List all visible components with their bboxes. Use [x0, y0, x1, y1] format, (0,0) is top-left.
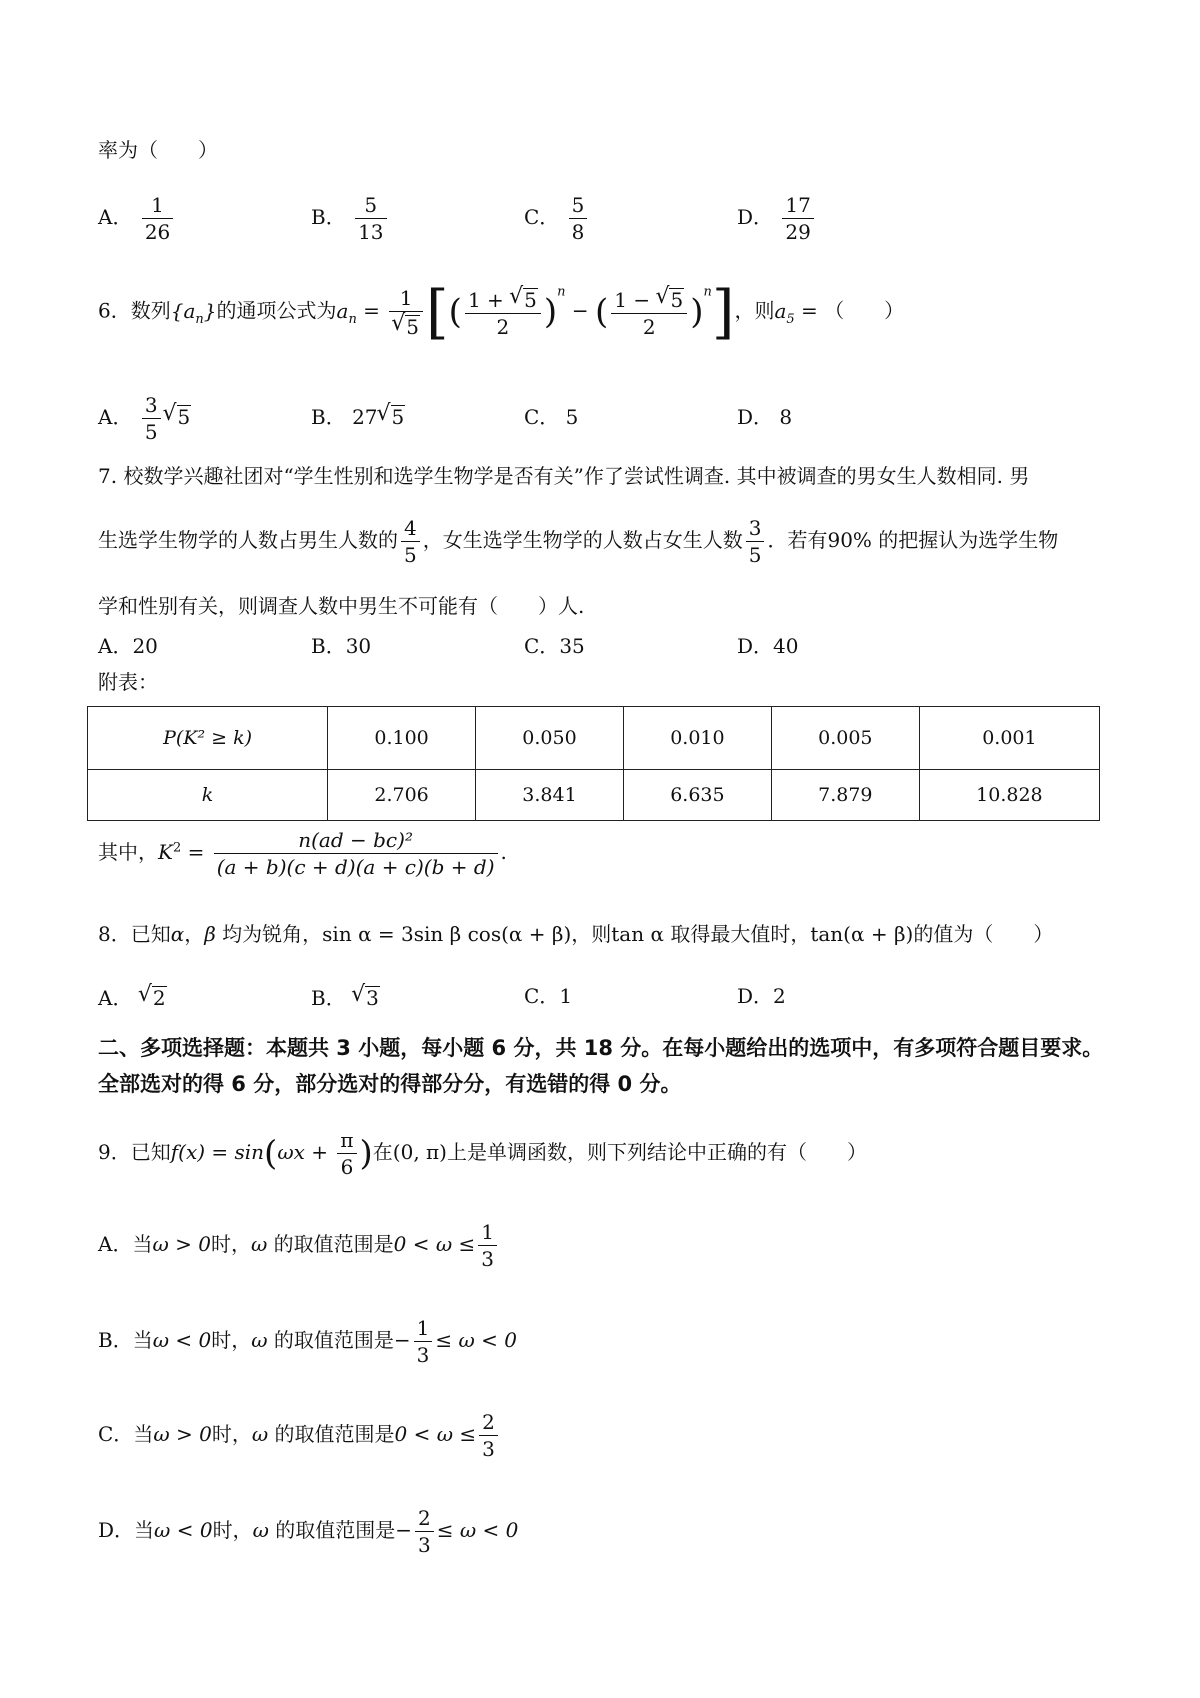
option-value: 5 [565, 405, 579, 429]
q8-beta: β [204, 922, 216, 946]
fraction [746, 518, 765, 565]
q8-tan: tan α [611, 922, 664, 946]
sqrt: √ 5 [164, 405, 192, 427]
q8-text: 的值为（ ） [913, 922, 1054, 946]
appendix-label: 附表： [98, 670, 158, 694]
q5-option-d [737, 195, 817, 242]
fraction-numerator: 5 [355, 195, 386, 219]
fraction-numerator: 3 [746, 518, 765, 542]
q6-text-mid: 的通项公式为 [216, 298, 337, 323]
q8-option-d [737, 986, 786, 1006]
q5-options [98, 195, 1098, 255]
table-row [88, 770, 1100, 821]
fraction: 1 √ 5 [389, 288, 423, 337]
option-value: 30 [345, 634, 372, 658]
option-label: A． [98, 1232, 133, 1256]
fraction: $\frac{1}{3}$ [478, 1222, 497, 1269]
q6-text-after: ，则 [734, 298, 775, 323]
fraction [401, 518, 420, 565]
q8-option-a [98, 986, 167, 1008]
q9-argument: ωx + [277, 1140, 329, 1164]
option-label: B． [311, 205, 346, 229]
question-number: 6． [98, 298, 131, 323]
table-cell: 0.005 [771, 707, 919, 770]
fraction: $\frac{2}{3}$ [479, 1412, 498, 1459]
fraction-numerator: 5 [569, 195, 588, 219]
table-cell: 0.100 [328, 707, 476, 770]
table-cell: 3.841 [476, 770, 624, 821]
fraction-denominator: 13 [358, 220, 384, 244]
q5-option-c [524, 195, 590, 242]
option-value: 27 [352, 405, 378, 429]
option-label: B． [311, 405, 346, 429]
q6-an: $a_n$ [336, 298, 357, 327]
fraction-numerator: π [337, 1130, 356, 1154]
option-label: A． [98, 405, 133, 429]
q6-stem: 6．数列$\{a_n\}$的通项公式为$a_n$ = 1 √ 5 [( $\frac{1 + √ 5}{2}$ )$^n$ − ( $\frac{1 - √ 5}{2}$ )$^n$]，则$a_5$ = （ ） [98, 283, 904, 341]
q9-interval: (0, π) [392, 1140, 447, 1164]
q9-option-a: A．当ω > 0时，ω 的取值范围是0 < ω ≤ $\frac{1}{3}$ [98, 1222, 500, 1269]
table-header-cell: k [88, 770, 328, 821]
table-cell: 7.879 [771, 770, 919, 821]
q7-option-b [311, 636, 371, 656]
section-heading: 二、多项选择题：本题共 3 小题，每小题 6 分，共 18 分。在每小题给出的选项中，有多项符合题目要求。全部选对的得 6 分，部分选对的得部分分，有选错的得 0 分。 [98, 1036, 1104, 1096]
question-number: 9． [98, 1140, 131, 1164]
fraction-numerator: 4 [401, 518, 420, 542]
option-label: D． [737, 405, 774, 429]
fraction-numerator: 1 [142, 195, 173, 219]
fraction: $\frac{1}{3}$ [414, 1318, 433, 1365]
formula-prefix: 其中， [98, 840, 158, 864]
question-number: 8． [98, 922, 131, 946]
option-label: C． [524, 205, 560, 229]
option-label: A． [98, 205, 133, 229]
q9-option-d: D．当ω < 0时，ω 的取值范围是− $\frac{2}{3}$ ≤ ω < 0 [98, 1506, 519, 1557]
fraction-denominator: 5 [748, 543, 762, 567]
fraction [782, 195, 813, 242]
q7-text: ．若有 [767, 528, 828, 552]
option-value: 2 [773, 984, 786, 1008]
q6-option-a [98, 395, 191, 442]
q8-options [98, 986, 1098, 1016]
q5-option-a [98, 195, 176, 242]
q8-option-b [311, 986, 380, 1008]
fraction-numerator: n(ad − bc)² [214, 830, 498, 854]
q6-option-b [311, 405, 405, 427]
table-cell: 10.828 [919, 770, 1099, 821]
q6-text: 数列 [130, 298, 171, 323]
fraction: $\frac{2}{3}$ [415, 1508, 434, 1555]
table-row [88, 707, 1100, 770]
option-label: D． [737, 634, 774, 658]
q8-comma: ， [184, 922, 205, 946]
fraction-denominator: 5 [404, 543, 417, 567]
q8-text: 取得最大值时， [670, 922, 811, 946]
option-label: C． [98, 1422, 134, 1446]
q8-text: ，则 [571, 922, 612, 946]
q8-text: 已知 [130, 922, 171, 946]
fraction: $\frac{1 - √ 5}{2}$ [611, 288, 687, 337]
option-label: A． [98, 986, 133, 1010]
q9-stem: 9．已知f(x) = sin(ωx + $\frac{\pi}{6}$ )在(0, π)上是单调函数，则下列结论中正确的有（ ） [98, 1128, 867, 1179]
fraction [142, 395, 161, 442]
q7-text: 生选学生物学的人数占男生人数的 [98, 528, 398, 552]
fraction-denominator: 5 [144, 420, 158, 444]
q7-line-3: 学和性别有关，则调查人数中男生不可能有（ ）人. [98, 594, 585, 618]
answer-blank: （ ） [824, 298, 905, 323]
option-label: C． [524, 634, 560, 658]
fraction-numerator: 17 [782, 195, 813, 219]
q7-options [98, 636, 1098, 660]
sqrt: √ 2 [139, 986, 167, 1008]
q8-option-c [524, 986, 572, 1006]
q9-option-c: C．当ω > 0时，ω 的取值范围是0 < ω ≤ $\frac{2}{3}$ [98, 1412, 501, 1459]
option-label: D． [98, 1518, 135, 1542]
fraction-denominator: 26 [144, 220, 171, 244]
table-cell: 0.010 [623, 707, 771, 770]
option-value: 40 [773, 634, 799, 658]
q8-equation: sin α = 3sin β cos(α + β) [322, 922, 572, 946]
q8-tan-sum: tan(α + β) [810, 922, 914, 946]
fraction-numerator: 3 [142, 395, 161, 419]
q6-options [98, 395, 1098, 445]
q7-option-d [737, 636, 799, 656]
option-label: C． [524, 984, 560, 1008]
q9-text: 上是单调函数，则下列结论中正确的有（ ） [447, 1140, 867, 1164]
fraction [337, 1130, 356, 1177]
option-value: 35 [559, 634, 585, 658]
fraction [214, 830, 498, 877]
q8-stem [98, 924, 1053, 944]
q9-text: 已知 [130, 1140, 171, 1164]
q5-stem-tail: 率为（ ） [98, 138, 218, 162]
option-label: D． [737, 984, 774, 1008]
q7-percent: 90% [827, 528, 872, 552]
q9-function: f(x) = sin [170, 1140, 265, 1164]
sqrt: √ 5 [378, 405, 406, 427]
fraction-denominator: 29 [785, 220, 811, 244]
option-label: A． [98, 634, 133, 658]
q6-a5: $a_5$ [774, 298, 795, 327]
q5-option-b [311, 195, 390, 242]
q7-text: 的把握认为选学生物 [878, 528, 1059, 552]
k-squared-formula: 其中，$K^2$ = $\frac{\text{n(ad − bc)²}}{(a + b)(c + d)(a + c)(b + d)}$ . [98, 828, 507, 879]
critical-value-table [87, 706, 1100, 821]
fraction [355, 195, 386, 242]
fraction-denominator: (a + b)(c + d)(a + c)(b + d) [216, 855, 495, 879]
option-label: B． [311, 634, 346, 658]
table-cell: 2.706 [328, 770, 476, 821]
option-label: D． [737, 205, 774, 229]
fraction [142, 195, 173, 242]
option-label: C． [524, 405, 560, 429]
table-cell: 0.001 [919, 707, 1099, 770]
q8-text: 均为锐角， [222, 922, 323, 946]
fraction [569, 195, 588, 242]
sqrt: √ 3 [352, 986, 380, 1008]
option-value: 20 [132, 634, 158, 658]
q7-option-a [98, 636, 158, 656]
option-value: 8 [779, 405, 793, 429]
q7-option-c [524, 636, 585, 656]
fraction: $\frac{1 + √ 5}{2}$ [465, 288, 541, 337]
q6-option-d [737, 407, 792, 427]
q9-text: 在 [372, 1140, 393, 1164]
option-label: B． [98, 1328, 133, 1352]
q7-line-1: 7. 校数学兴趣社团对“学生性别和选学生物学是否有关”作了尝试性调查. 其中被调查的男女生人数相同. 男 [98, 464, 1030, 488]
q6-option-c [524, 407, 578, 427]
fraction-denominator: 6 [340, 1155, 354, 1179]
q8-alpha: α [170, 922, 185, 946]
q7-line-2 [98, 518, 1058, 565]
table-cell: 6.635 [623, 770, 771, 821]
q9-option-b: B．当ω < 0时，ω 的取值范围是− $\frac{1}{3}$ ≤ ω < 0 [98, 1316, 518, 1367]
table-cell: 0.050 [476, 707, 624, 770]
option-value: 1 [559, 984, 573, 1008]
table-header-cell: P(K² ≥ k) [88, 707, 328, 770]
fraction-denominator: 8 [571, 220, 585, 244]
q7-text: ，女生选学生物学的人数占女生人数 [422, 528, 743, 552]
option-label: B． [311, 986, 346, 1010]
q6-sequence: $\{a_n\}$ [170, 298, 217, 327]
